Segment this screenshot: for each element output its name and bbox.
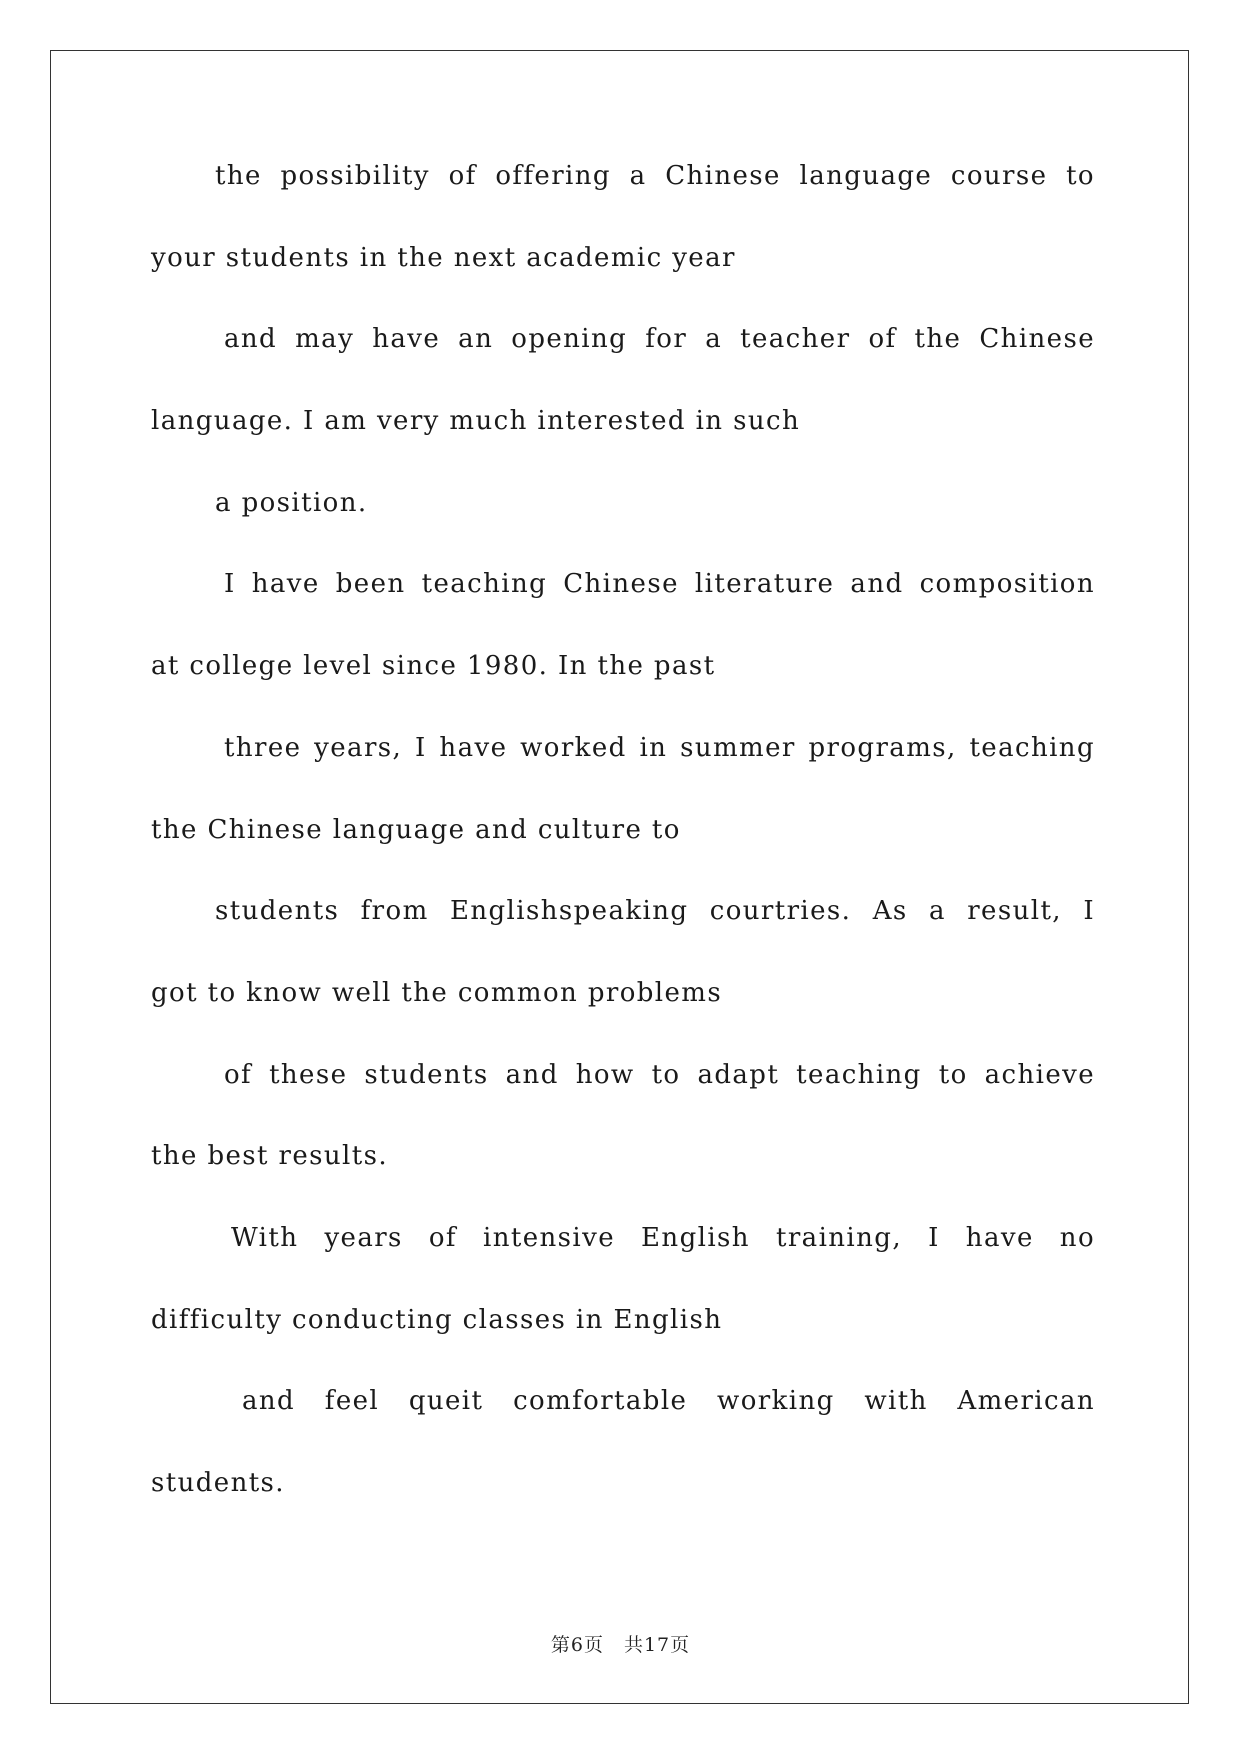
text-line: your students in the next academic year [151,242,736,273]
text-line: the best results. [151,1141,389,1172]
text-line: a position. [215,487,368,518]
text-line: I have been teaching Chinese literature and composition [224,569,1095,600]
text-line: With years of intensive English training, I have no [231,1222,1095,1253]
text-line: three years, I have worked in summer programs, teaching [224,732,1095,763]
text-line: difficulty conducting classes in English [151,1304,723,1335]
text-line: at college level since 1980. In the past [151,651,716,682]
document-body [151,160,1095,1549]
text-line: students. [151,1468,285,1498]
text-line: students from Englishspeaking courtries. As a result, I [215,896,1095,927]
text-line: the Chinese language and culture to [151,814,681,845]
text-line: got to know well the common problems [151,977,723,1008]
text-line: the possibility of offering a Chinese language course to [215,161,1095,191]
page-number-footer: 第6页 共17页 [550,1634,691,1656]
text-line: and feel queit comfortable working with American [242,1386,1095,1417]
text-line: of these students and how to adapt teaching to achieve [224,1059,1095,1090]
text-line: language. I am very much interested in such [151,406,801,437]
text-line: and may have an opening for a teacher of the Chinese [224,324,1095,355]
